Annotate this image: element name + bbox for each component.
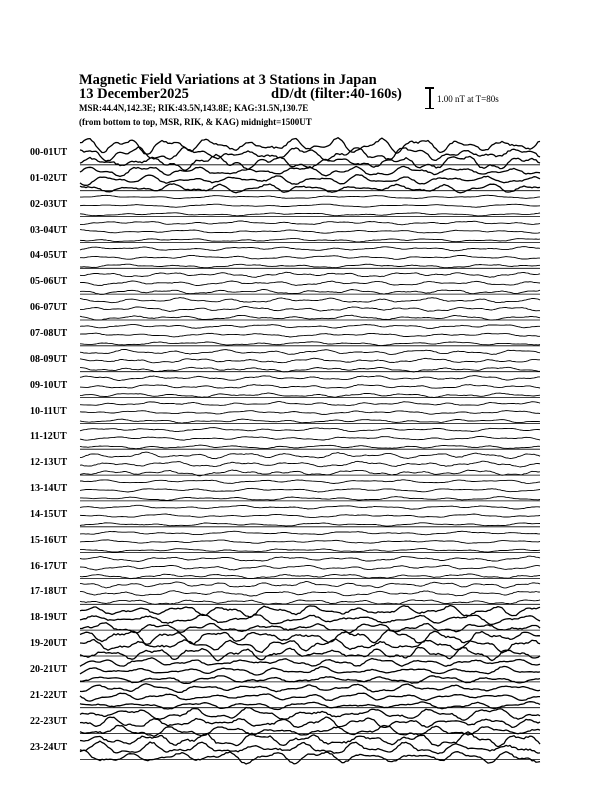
trace-kag xyxy=(80,684,540,693)
trace-kag xyxy=(80,658,540,667)
hour-label: 07-08UT xyxy=(30,327,68,339)
hour-label: 05-06UT xyxy=(30,276,68,288)
trace-msr xyxy=(80,574,540,579)
station-coordinates: MSR:44.4N,142.3E; RIK:43.5N,143.8E; KAG:31.5N,130.7E xyxy=(79,103,309,113)
trace-msr xyxy=(80,523,540,526)
trace-rik xyxy=(80,614,540,624)
trace-kag xyxy=(80,247,540,251)
trace-kag xyxy=(80,349,540,354)
trace-rik xyxy=(80,461,540,467)
hour-label: 09-10UT xyxy=(30,379,68,391)
trace-rik xyxy=(80,666,540,675)
hour-label: 19-20UT xyxy=(30,638,68,650)
trace-kag xyxy=(80,376,540,381)
trace-rik xyxy=(80,255,540,259)
hour-label: 11-12UT xyxy=(30,431,67,443)
trace-msr xyxy=(80,549,540,553)
trace-rik xyxy=(80,385,540,389)
trace-kag xyxy=(80,221,540,225)
trace-rik xyxy=(80,540,540,544)
chart-quantity: dD/dt (filter:40-160s) xyxy=(271,86,402,102)
trace-kag xyxy=(80,581,540,588)
hour-label: 10-11UT xyxy=(30,405,67,417)
trace-msr xyxy=(80,725,540,736)
trace-rik xyxy=(80,565,540,570)
hour-label: 22-23UT xyxy=(30,715,68,727)
scale-label: 1.00 nT at T=80s xyxy=(437,94,499,104)
trace-kag xyxy=(80,708,540,721)
trace-kag xyxy=(80,298,540,303)
trace-kag xyxy=(80,324,540,328)
hour-label: 20-21UT xyxy=(30,664,68,675)
trace-kag xyxy=(80,732,540,747)
hour-label: 14-15UT xyxy=(30,508,68,520)
trace-rik xyxy=(80,488,540,492)
trace-msr xyxy=(80,184,540,193)
chart-title: Magnetic Field Variations at 3 Stations in Japan xyxy=(79,72,377,88)
trace-msr xyxy=(80,702,540,710)
trace-rik xyxy=(80,306,540,311)
trace-msr xyxy=(80,342,540,346)
hour-label: 17-18UT xyxy=(30,586,68,598)
trace-msr xyxy=(80,315,540,320)
trace-rik xyxy=(80,230,540,234)
hour-label: 13-14UT xyxy=(30,483,68,495)
trace-msr xyxy=(80,497,540,501)
trace-rik xyxy=(80,693,540,701)
trace-kag xyxy=(80,630,540,644)
trace-rik xyxy=(80,436,540,440)
trace-kag xyxy=(80,428,540,432)
trace-msr xyxy=(80,367,540,372)
station-order-note: (from bottom to top, MSR, RIK, & KAG) midnight=1500UT xyxy=(79,117,312,127)
hour-label: 12-13UT xyxy=(30,457,68,469)
hour-label: 03-04UT xyxy=(30,224,68,236)
trace-rik xyxy=(80,411,540,415)
hour-label: 01-02UT xyxy=(30,172,68,184)
trace-rik xyxy=(80,281,540,286)
trace-msr xyxy=(80,419,540,423)
trace-msr xyxy=(80,445,540,449)
trace-msr xyxy=(80,623,540,633)
hour-label: 08-09UT xyxy=(30,353,68,365)
trace-kag xyxy=(80,402,540,406)
trace-kag xyxy=(80,480,540,484)
trace-kag xyxy=(80,505,540,509)
trace-rik xyxy=(80,741,540,754)
hour-label: 02-03UT xyxy=(30,198,68,210)
trace-msr xyxy=(80,600,540,604)
hour-label: 15-16UT xyxy=(30,534,68,546)
trace-msr xyxy=(80,290,540,295)
trace-rik xyxy=(80,717,540,727)
hour-label: 04-05UT xyxy=(30,250,68,262)
trace-kag xyxy=(80,138,540,154)
trace-msr xyxy=(80,393,540,398)
trace-rik xyxy=(80,175,540,186)
trace-rik xyxy=(80,591,540,596)
trace-msr xyxy=(80,750,540,764)
trace-kag xyxy=(80,452,540,459)
trace-rik xyxy=(80,358,540,363)
hour-label: 06-07UT xyxy=(30,302,68,314)
trace-msr xyxy=(80,213,540,216)
hour-label: 16-17UT xyxy=(30,560,68,572)
trace-msr xyxy=(80,238,540,242)
hour-label: 23-24UT xyxy=(30,741,68,753)
hour-label: 21-22UT xyxy=(30,689,68,701)
chart-date: 13 December2025 xyxy=(79,86,189,102)
trace-kag xyxy=(80,556,540,561)
trace-msr xyxy=(80,264,540,268)
hour-label: 18-19UT xyxy=(30,612,68,624)
trace-rik xyxy=(80,514,540,517)
trace-rik xyxy=(80,204,540,207)
trace-kag xyxy=(80,531,540,535)
trace-kag xyxy=(80,272,540,277)
trace-rik xyxy=(80,333,540,337)
hour-label: 00-01UT xyxy=(30,147,68,158)
trace-kag xyxy=(80,195,540,198)
